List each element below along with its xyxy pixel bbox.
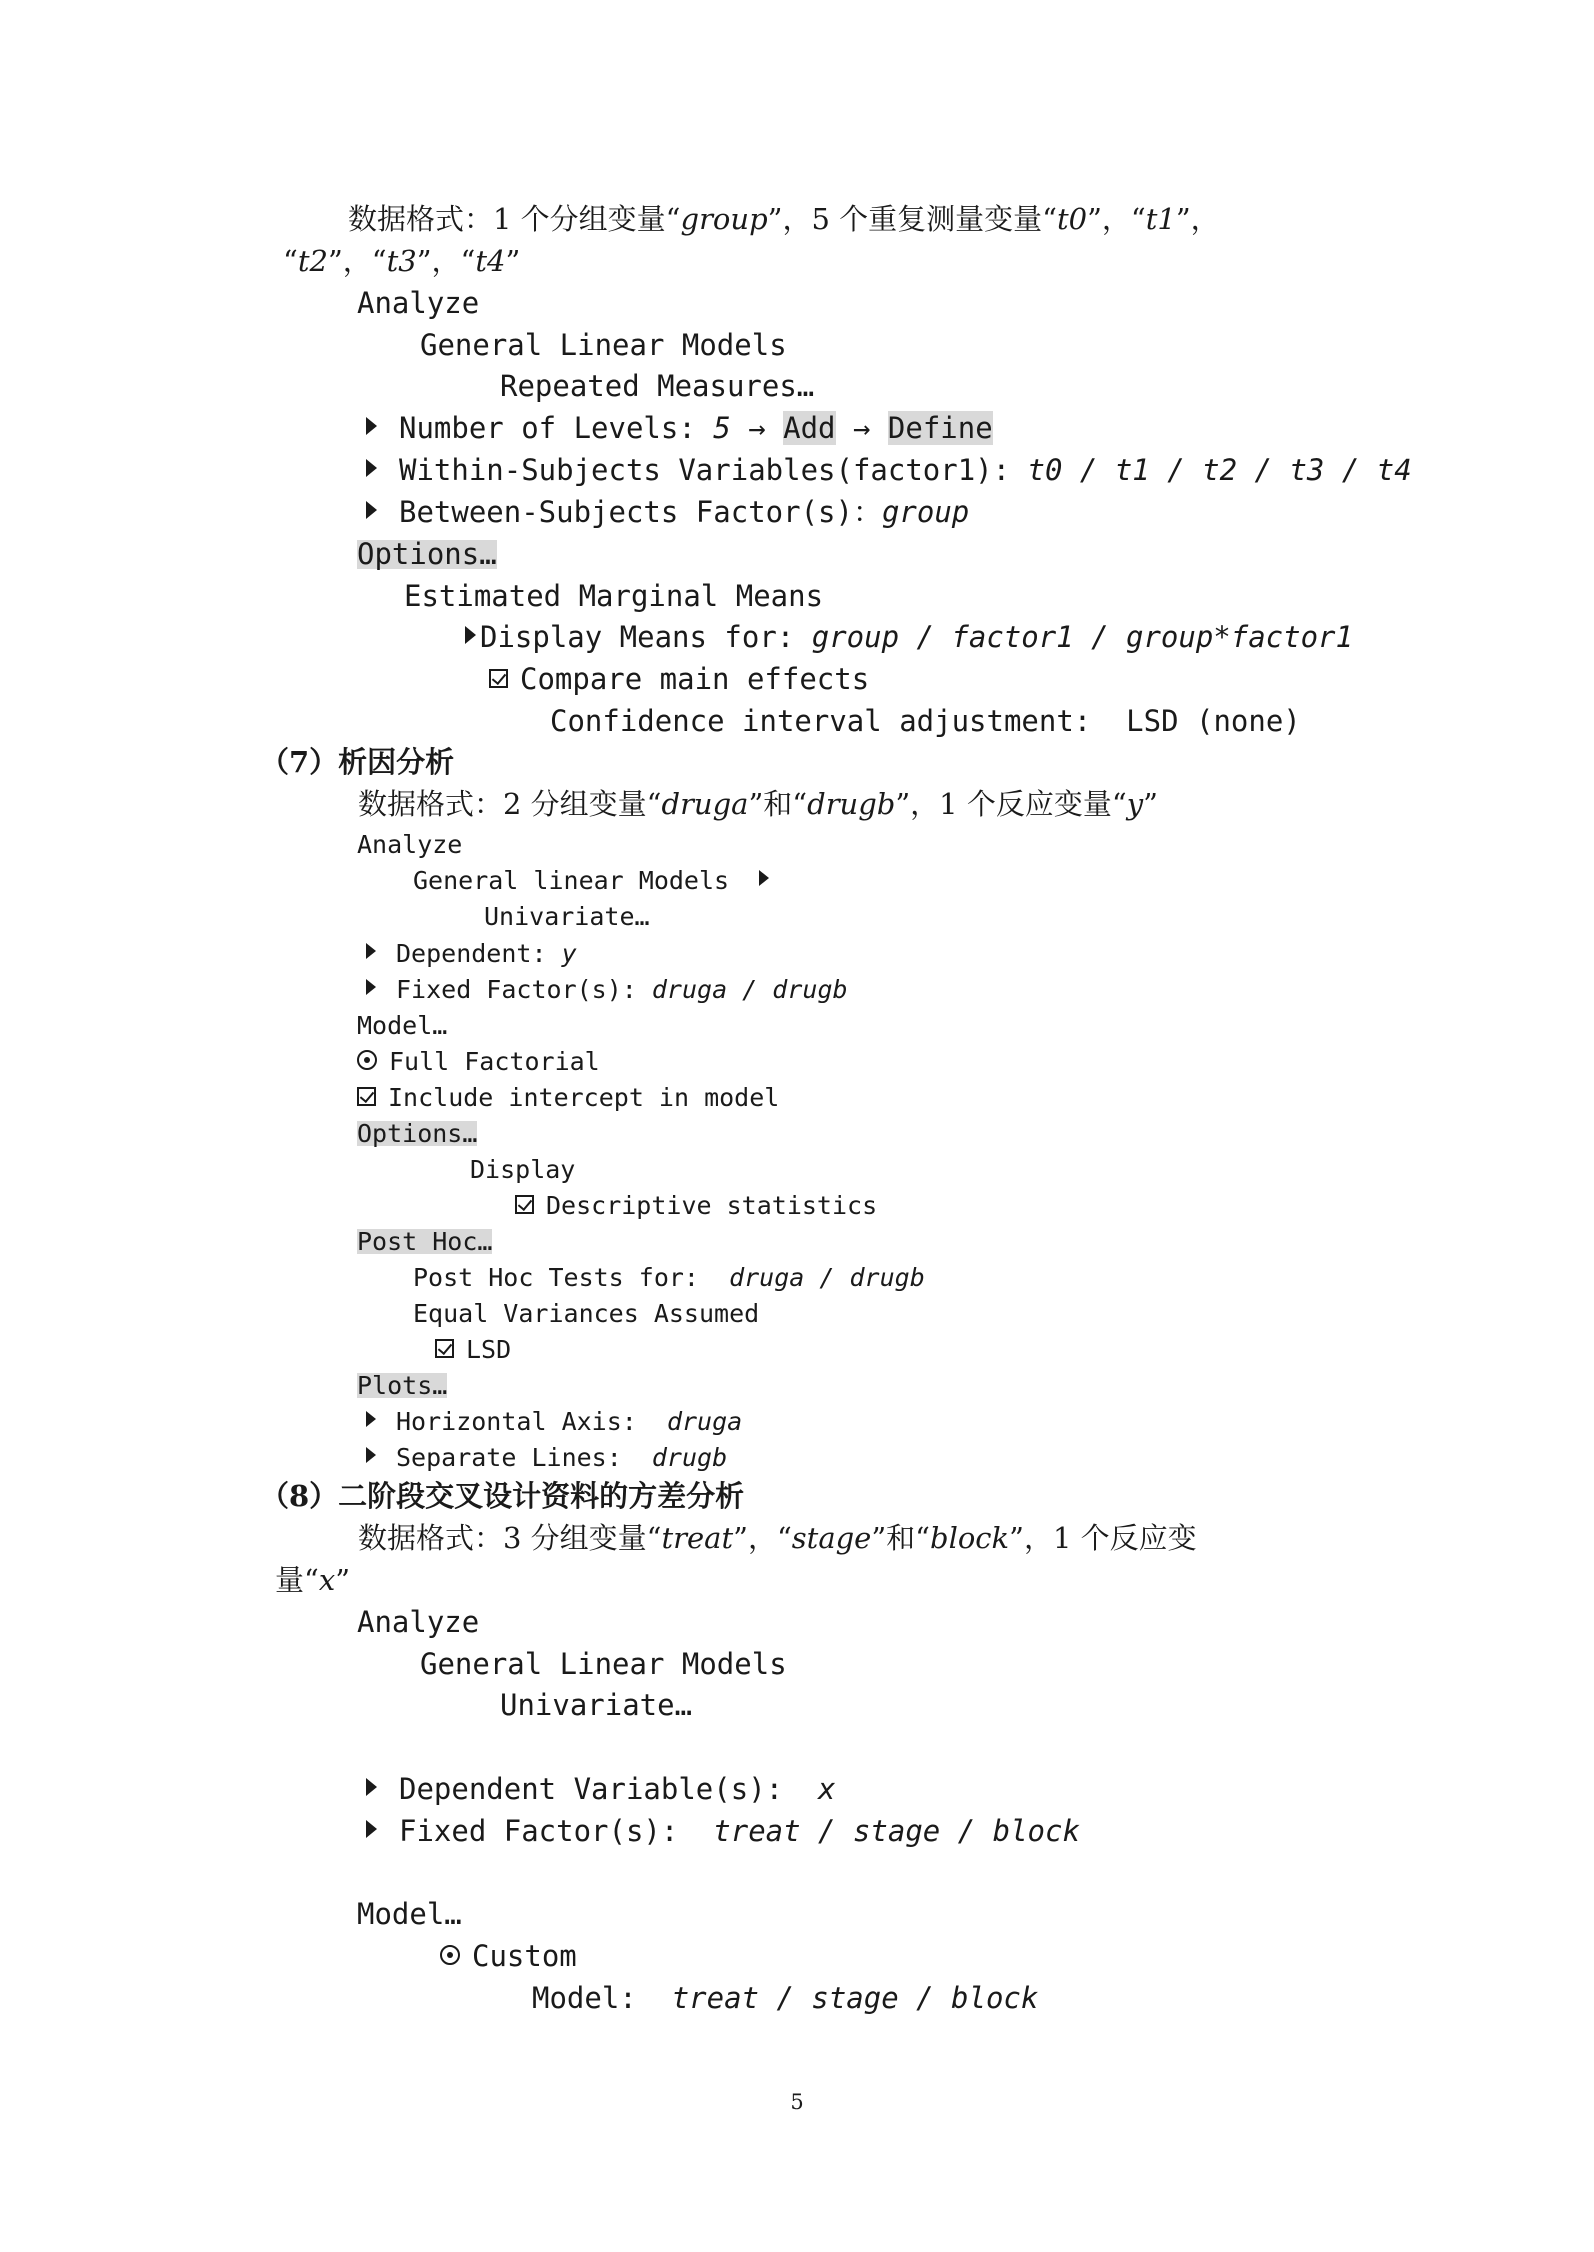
lsd-option[interactable]: LSD [435, 1337, 511, 1362]
page-number: 5 [790, 2090, 804, 2114]
menu-univariate[interactable]: Univariate… [500, 1688, 693, 1722]
radio-selected-icon[interactable] [440, 1945, 460, 1965]
menu-analyze[interactable]: Analyze [357, 1605, 480, 1639]
fixed-factors-line: Fixed Factor(s): treat / stage / block [366, 1817, 1080, 1846]
move-arrow-icon [366, 943, 376, 959]
dependent-variables-line: Dependent Variable(s): x [366, 1775, 836, 1804]
submenu-arrow-icon [759, 870, 769, 886]
separate-lines-line: Separate Lines: drugb [366, 1445, 727, 1470]
display-means-line: Display Means for: group / factor1 / group*factor1 [465, 623, 1353, 652]
checkbox-checked-icon[interactable] [357, 1087, 376, 1106]
move-arrow-icon [366, 501, 377, 519]
plots-button[interactable]: Plots… [357, 1371, 448, 1400]
data-format-line: 数据格式：3 分组变量“treat”，“stage”和“block”，1 个反应变 [358, 1521, 1197, 1555]
between-subjects-line: Between-Subjects Factor(s)：group [366, 498, 969, 527]
display-heading: Display [470, 1155, 576, 1184]
move-arrow-icon [366, 417, 377, 435]
post-hoc-tests-for-line: Post Hoc Tests for: druga / drugb [413, 1263, 925, 1292]
ci-adjustment: Confidence interval adjustment: LSD (none) [550, 704, 1301, 738]
define-button[interactable]: Define [887, 411, 993, 445]
move-arrow-icon [366, 1447, 376, 1463]
menu-analyze[interactable]: Analyze [357, 830, 463, 859]
descriptive-statistics-option[interactable]: Descriptive statistics [515, 1193, 877, 1218]
within-subjects-line: Within-Subjects Variables(factor1): t0 / t1 / t2 / t3 / t4 [366, 456, 1412, 485]
move-arrow-icon [366, 1411, 376, 1427]
data-format-line: 数据格式：1 个分组变量“group”，5 个重复测量变量“t0”，“t1”， [348, 202, 1220, 236]
move-arrow-icon [366, 979, 376, 995]
model-button[interactable]: Model… [357, 1011, 448, 1040]
equal-variances-heading: Equal Variances Assumed [413, 1299, 760, 1328]
menu-repeated-measures[interactable]: Repeated Measures… [500, 369, 815, 403]
emm-heading: Estimated Marginal Means [404, 579, 824, 613]
section-heading-8: （8）二阶段交叉设计资料的方差分析 [260, 1479, 745, 1513]
full-factorial-option[interactable]: Full Factorial [357, 1049, 600, 1074]
custom-option[interactable]: Custom [440, 1942, 577, 1971]
menu-analyze[interactable]: Analyze [357, 286, 480, 320]
move-arrow-icon [366, 1778, 377, 1796]
post-hoc-button[interactable]: Post Hoc… [357, 1227, 493, 1256]
fixed-factors-line: Fixed Factor(s): druga / drugb [366, 977, 848, 1002]
move-arrow-icon [465, 626, 476, 644]
menu-general-linear-models[interactable]: General linear Models [413, 868, 769, 893]
move-arrow-icon [366, 459, 377, 477]
menu-general-linear-models[interactable]: General Linear Models [420, 1647, 787, 1681]
checkbox-checked-icon[interactable] [489, 669, 508, 688]
move-arrow-icon [366, 1820, 377, 1838]
data-format-line: 数据格式：2 分组变量“druga”和“drugb”，1 个反应变量“y” [358, 787, 1158, 821]
radio-selected-icon[interactable] [357, 1050, 377, 1070]
menu-general-linear-models[interactable]: General Linear Models [420, 328, 787, 362]
data-format-line-cont: 量“x” [275, 1563, 351, 1597]
horizontal-axis-line: Horizontal Axis: druga [366, 1409, 742, 1434]
include-intercept-option[interactable]: Include intercept in model [357, 1085, 779, 1110]
options-button[interactable]: Options… [357, 537, 497, 571]
compare-main-effects[interactable]: Compare main effects [489, 665, 869, 694]
checkbox-checked-icon[interactable] [435, 1339, 454, 1358]
add-button[interactable]: Add [783, 411, 836, 445]
dependent-line: Dependent: y [366, 941, 577, 966]
custom-model-line: Model: treat / stage / block [532, 1981, 1039, 2015]
options-button[interactable]: Options… [357, 1119, 478, 1148]
checkbox-checked-icon[interactable] [515, 1195, 534, 1214]
model-button[interactable]: Model… [357, 1897, 462, 1931]
number-of-levels-line: Number of Levels: 5 → Add → Define [366, 414, 993, 443]
data-format-line-cont: “t2”，“t3”，“t4” [283, 244, 521, 278]
section-heading-7: （7）析因分析 [260, 745, 455, 779]
menu-univariate[interactable]: Univariate… [484, 902, 650, 931]
